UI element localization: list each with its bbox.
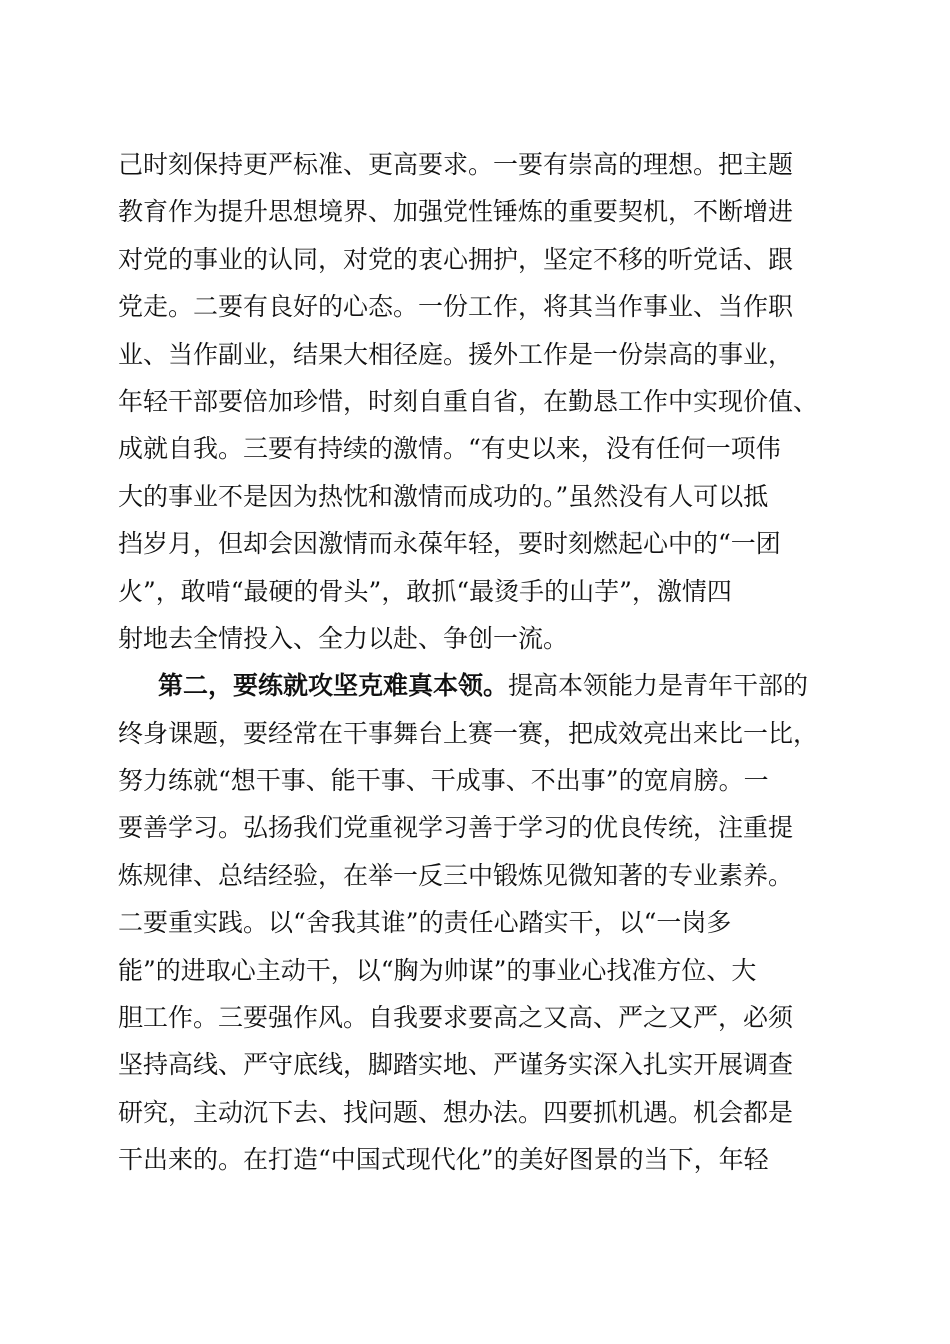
text-line-first bbox=[118, 662, 848, 709]
text-line: 炼规律、总结经验，在举一反三中锻炼见微知著的专业素养。 bbox=[118, 860, 794, 890]
text-line: 火”，敢啃“最硬的骨头”，敢抓“最烫手的山芋”，激情四 bbox=[118, 576, 732, 606]
text-line: 党走。二要有良好的心态。一份工作，将其当作事业、当作职 bbox=[118, 292, 794, 322]
text-line: 能”的进取心主动干，以“胸为帅谋”的事业心找准方位、大 bbox=[118, 955, 757, 985]
text-line: 坚持高线、严守底线，脚踏实地、严谨务实深入扎实开展调查 bbox=[118, 1050, 794, 1080]
text-line: 射地去全情投入、全力以赴、争创一流。 bbox=[118, 623, 569, 653]
text-line: 干出来的。在打造“中国式现代化”的美好图景的当下，年轻 bbox=[118, 1145, 769, 1175]
text-line: 对党的事业的认同，对党的衷心拥护，坚定不移的听党话、跟 bbox=[118, 244, 794, 274]
text-line: 研究，主动沉下去、找问题、想办法。四要抓机遇。机会都是 bbox=[118, 1097, 794, 1127]
text-line: 胆工作。三要强作风。自我要求要高之又高、严之又严，必须 bbox=[118, 1003, 794, 1033]
text-line: 挡岁月，但却会因激情而永葆年轻，要时刻燃起心中的“一团 bbox=[118, 529, 781, 559]
text-line: 成就自我。三要有持续的激情。“有史以来，没有任何一项伟 bbox=[118, 434, 781, 464]
heading-line-rest: 提高本领能力是青年干部的 bbox=[508, 671, 809, 701]
body-text bbox=[118, 141, 848, 1184]
text-line: 大的事业不是因为热忱和激情而成功的。”虽然没有人可以抵 bbox=[118, 481, 769, 511]
text-line: 教育作为提升思想境界、加强党性锤炼的重要契机，不断增进 bbox=[118, 197, 794, 227]
section-heading: 第二，要练就攻坚克难真本领。 bbox=[158, 671, 509, 701]
text-line: 己时刻保持更严标准、更高要求。一要有崇高的理想。把主题 bbox=[118, 150, 794, 179]
paragraph-2 bbox=[118, 662, 848, 1183]
text-line: 业、当作副业，结果大相径庭。援外工作是一份崇高的事业， bbox=[118, 339, 794, 369]
text-line: 终身课题，要经常在干事舞台上赛一赛，把成效亮出来比一比， bbox=[118, 718, 819, 748]
paragraph-1 bbox=[118, 141, 848, 662]
text-line: 年轻干部要倍加珍惜，时刻自重自省，在勤恳工作中实现价值、 bbox=[118, 386, 819, 416]
text-line: 要善学习。弘扬我们党重视学习善于学习的优良传统，注重提 bbox=[118, 813, 794, 843]
text-line: 努力练就“想干事、能干事、干成事、不出事”的宽肩膀。一 bbox=[118, 766, 769, 796]
text-line: 二要重实践。以“舍我其谁”的责任心踏实干，以“一岗多 bbox=[118, 908, 732, 938]
